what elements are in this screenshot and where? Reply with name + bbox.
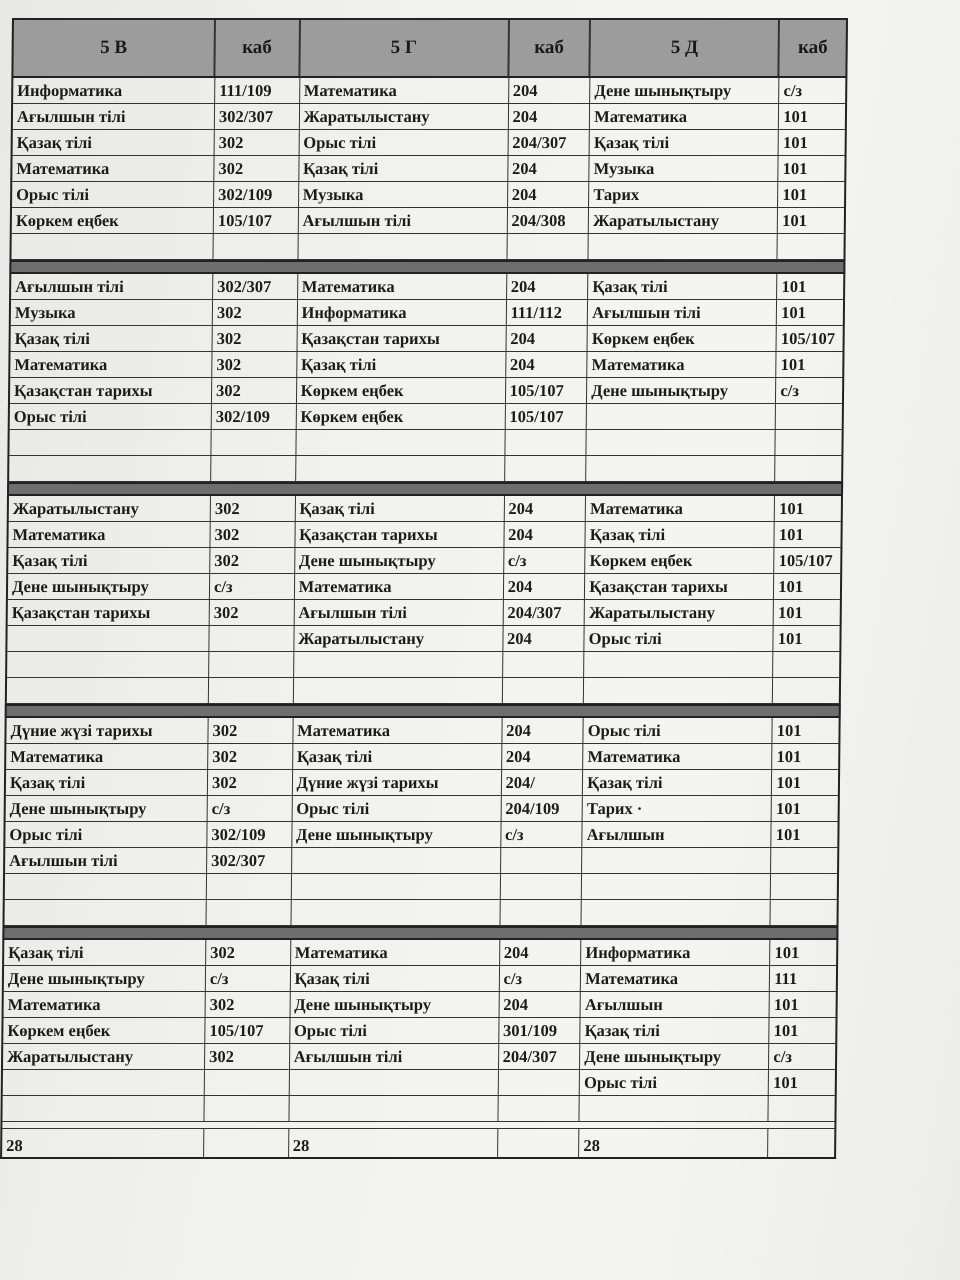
- header-room-5v: каб: [215, 20, 300, 76]
- room-5d-cell: [773, 652, 839, 677]
- table-row: [3, 1070, 835, 1096]
- day-block: [2, 718, 840, 926]
- room-5g-cell: 204: [508, 156, 590, 181]
- subject-5v-cell: Қазақ тілі: [6, 770, 208, 795]
- subject-5d-cell: Орыс тілі: [585, 626, 774, 651]
- subject-5g-cell: Дене шынықтыру: [292, 822, 501, 847]
- table-row: [5, 874, 837, 900]
- table-row: [8, 522, 840, 548]
- subject-5g-cell: Қазақстан тарихы: [295, 522, 504, 547]
- room-5v-cell: [211, 430, 296, 455]
- table-row: [7, 626, 839, 652]
- room-5d-cell: 101: [776, 773, 802, 792]
- subject-5d-cell: Орыс тілі: [584, 718, 773, 743]
- room-5g-cell: 204: [502, 718, 584, 743]
- room-5d-cell: 101: [773, 1021, 799, 1040]
- subject-5v-cell: Орыс тілі: [10, 404, 212, 429]
- subject-5g-cell: Орыс тілі: [290, 1018, 499, 1043]
- day-block: [9, 78, 847, 260]
- room-5g-cell: 204: [504, 496, 586, 521]
- room-5g-cell: 204: [508, 182, 590, 207]
- room-5g-cell: 204/307: [503, 600, 585, 625]
- room-5g-cell: с/з: [499, 966, 581, 991]
- room-5g-cell: 204: [506, 352, 588, 377]
- room-5g-cell: 301/109: [499, 1018, 581, 1043]
- room-5v-cell: 302: [210, 522, 295, 547]
- day-block: [7, 274, 845, 482]
- room-5v-cell: 302/109: [207, 822, 292, 847]
- subject-5g-cell: Орыс тілі: [299, 130, 508, 155]
- room-5d-cell: 101: [773, 995, 799, 1014]
- room-5g-cell: [507, 234, 589, 259]
- room-5d-cell: 101: [780, 355, 806, 374]
- room-5d-cell: 101: [782, 211, 808, 230]
- room-5d-cell: 101: [773, 1073, 799, 1092]
- table-row: [9, 430, 841, 456]
- room-5d-cell: 101: [782, 185, 808, 204]
- room-5d-cell: 101: [782, 133, 808, 152]
- room-5d-cell: 101: [781, 303, 807, 322]
- blank-spacer-row: [0, 1122, 836, 1129]
- table-row: [6, 770, 838, 796]
- table-row: [8, 548, 840, 574]
- room-5v-cell: 302/109: [214, 182, 299, 207]
- subject-5g-cell: Жаратылыстану: [294, 626, 503, 651]
- room-5v-cell: 302: [210, 600, 295, 625]
- subject-5d-cell: [589, 234, 778, 259]
- table-row: [10, 404, 842, 430]
- subject-5g-cell: Ағылшын тілі: [294, 600, 503, 625]
- table-row: [2, 1096, 834, 1122]
- room-5g-cell: с/з: [504, 548, 586, 573]
- subject-5d-cell: Математика: [590, 104, 779, 129]
- subject-5g-cell: Дүние жүзі тарихы: [292, 770, 501, 795]
- room-5v-cell: 302: [215, 130, 300, 155]
- room-5v-cell: [209, 652, 294, 677]
- room-5d-cell: 101: [777, 629, 803, 648]
- room-5g-cell: 204/: [501, 770, 583, 795]
- subject-5v-cell: Жаратылыстану: [9, 496, 211, 521]
- subject-5d-cell: [587, 430, 776, 455]
- room-5v-cell: 302: [206, 940, 291, 965]
- subject-5d-cell: Тарих: [589, 182, 778, 207]
- subject-5d-cell: Қазақ тілі: [590, 130, 779, 155]
- room-5v-cell: [207, 900, 292, 925]
- subject-5g-cell: [292, 848, 501, 873]
- room-5d-cell: [775, 456, 841, 481]
- timetable-sheet: [0, 18, 848, 1190]
- room-5v-cell: с/з: [206, 966, 291, 991]
- total-subject-5d: 28: [579, 1129, 768, 1157]
- subject-5g-cell: [291, 900, 500, 925]
- room-5d-cell: 101: [782, 159, 808, 178]
- subject-5d-cell: [584, 678, 773, 703]
- room-5v-cell: 302: [212, 378, 297, 403]
- subject-5v-cell: Математика: [4, 992, 206, 1017]
- subject-5g-cell: Математика: [298, 274, 507, 299]
- subject-5g-cell: Қазақстан тарихы: [297, 326, 506, 351]
- room-5v-cell: 302: [208, 718, 293, 743]
- subject-5g-cell: Орыс тілі: [292, 796, 501, 821]
- subject-5v-cell: Информатика: [13, 78, 215, 103]
- room-5g-cell: 204: [500, 940, 582, 965]
- subject-5d-cell: [582, 848, 771, 873]
- subject-5v-cell: Дене шынықтыру: [4, 966, 206, 991]
- subject-5v-cell: Орыс тілі: [5, 822, 207, 847]
- room-5g-cell: 204/307: [508, 130, 590, 155]
- subject-5v-cell: [11, 234, 213, 259]
- table-row: [3, 1018, 835, 1044]
- subject-5v-cell: Қазақ тілі: [8, 548, 210, 573]
- subject-5g-cell: Қазақ тілі: [293, 744, 502, 769]
- day-block: [0, 940, 838, 1122]
- subject-5d-cell: Ағылшын тілі: [588, 300, 777, 325]
- room-5d-cell: [776, 404, 842, 429]
- room-5g-cell: 204: [504, 574, 586, 599]
- room-5v-cell: 302: [210, 548, 295, 573]
- subject-5d-cell: Дене шынықтыру: [587, 378, 776, 403]
- table-row: [13, 104, 845, 130]
- subject-5d-cell: Математика: [583, 744, 772, 769]
- subject-5v-cell: Ағылшын тілі: [5, 848, 207, 873]
- subject-5d-cell: [582, 874, 771, 899]
- table-row: [10, 352, 842, 378]
- room-5d-cell: 101: [776, 747, 802, 766]
- subject-5d-cell: Музыка: [590, 156, 779, 181]
- room-5v-cell: 302: [213, 300, 298, 325]
- table-row: [9, 496, 841, 522]
- table-row: [13, 130, 845, 156]
- subject-5v-cell: Музыка: [11, 300, 213, 325]
- subject-5v-cell: [2, 1096, 204, 1121]
- room-5d-cell: 101: [776, 721, 802, 740]
- subject-5d-cell: Қазақ тілі: [586, 522, 775, 547]
- room-5d-cell: 101: [775, 825, 801, 844]
- subject-5v-cell: Қазақ тілі: [13, 130, 215, 155]
- subject-5v-cell: Математика: [6, 744, 208, 769]
- subject-5v-cell: Математика: [12, 156, 214, 181]
- total-room-5d: [768, 1129, 834, 1157]
- room-5v-cell: [209, 626, 294, 651]
- subject-5d-cell: Қазақ тілі: [581, 1018, 770, 1043]
- room-5g-cell: [505, 430, 587, 455]
- room-5g-cell: 105/107: [505, 404, 587, 429]
- room-5d-cell: [778, 234, 844, 259]
- room-5d-cell: с/з: [783, 81, 803, 100]
- room-5v-cell: 302/307: [207, 848, 292, 873]
- room-5d-cell: [776, 430, 842, 455]
- table-row: [7, 652, 839, 678]
- table-row: [6, 796, 838, 822]
- subject-5g-cell: Информатика: [297, 300, 506, 325]
- subject-5d-cell: [582, 900, 771, 925]
- room-5d-cell: 101: [775, 799, 801, 818]
- room-5v-cell: [207, 874, 292, 899]
- subject-5v-cell: [9, 456, 211, 481]
- table-row: [5, 822, 837, 848]
- room-5v-cell: 302: [213, 326, 298, 351]
- room-5g-cell: 204/307: [499, 1044, 581, 1069]
- table-row: [5, 848, 837, 874]
- day-separator: [5, 704, 841, 718]
- subject-5d-cell: Ағылшын: [581, 992, 770, 1017]
- room-5v-cell: 302: [208, 770, 293, 795]
- subject-5d-cell: [586, 456, 775, 481]
- subject-5v-cell: [7, 652, 209, 677]
- room-5g-cell: 111/112: [506, 300, 588, 325]
- room-5d-cell: 101: [777, 603, 803, 622]
- subject-5g-cell: [293, 678, 502, 703]
- subject-5g-cell: [289, 1070, 498, 1095]
- subject-5d-cell: Информатика: [581, 940, 770, 965]
- table-row: [11, 274, 843, 300]
- subject-5d-cell: [584, 652, 773, 677]
- header-room-5d: каб: [797, 37, 828, 58]
- table-row: [8, 600, 840, 626]
- table-row: [4, 992, 836, 1018]
- subject-5g-cell: Дене шынықтыру: [290, 992, 499, 1017]
- room-5g-cell: [502, 678, 584, 703]
- room-5g-cell: 204: [508, 104, 590, 129]
- subject-5g-cell: Көркем еңбек: [297, 378, 506, 403]
- room-5v-cell: 302: [208, 744, 293, 769]
- day-separator: [9, 260, 845, 274]
- room-5g-cell: [500, 900, 582, 925]
- room-5d-cell: [771, 848, 837, 873]
- subject-5g-cell: [296, 430, 505, 455]
- room-5g-cell: 204/109: [501, 796, 583, 821]
- subject-5g-cell: Дене шынықтыру: [295, 548, 504, 573]
- total-subject-5g: 28: [289, 1129, 498, 1157]
- room-5g-cell: [503, 652, 585, 677]
- subject-5g-cell: Музыка: [299, 182, 508, 207]
- subject-5d-cell: Орыс тілі: [580, 1070, 769, 1095]
- subject-5d-cell: [587, 404, 776, 429]
- room-5g-cell: 204: [504, 522, 586, 547]
- room-5v-cell: 302: [214, 156, 299, 181]
- subject-5g-cell: Қазақ тілі: [299, 156, 508, 181]
- subject-5v-cell: [9, 430, 211, 455]
- subject-5v-cell: Дене шынықтыру: [6, 796, 208, 821]
- room-5g-cell: [500, 874, 582, 899]
- subject-5g-cell: [294, 652, 503, 677]
- subject-5v-cell: Дүние жүзі тарихы: [6, 718, 208, 743]
- totals-row: [0, 1129, 836, 1159]
- subject-5d-cell: Көркем еңбек: [585, 548, 774, 573]
- subject-5g-cell: Қазақ тілі: [290, 966, 499, 991]
- room-5d-cell: [771, 874, 837, 899]
- room-5v-cell: [204, 1096, 289, 1121]
- room-5v-cell: [209, 678, 294, 703]
- table-row: [11, 300, 843, 326]
- room-5d-cell: 101: [779, 499, 805, 518]
- table-row: [3, 1044, 835, 1070]
- table-row: [12, 208, 844, 234]
- room-5v-cell: [211, 456, 296, 481]
- subject-5d-cell: Қазақ тілі: [588, 274, 777, 299]
- subject-5v-cell: Математика: [8, 522, 210, 547]
- room-5g-cell: [501, 848, 583, 873]
- subject-5g-cell: Математика: [295, 574, 504, 599]
- header-class-5g: 5 Г: [300, 20, 510, 76]
- room-5v-cell: [205, 1070, 290, 1095]
- subject-5v-cell: [7, 678, 209, 703]
- subject-5d-cell: Көркем еңбек: [588, 326, 777, 351]
- subject-5v-cell: Ағылшын тілі: [11, 274, 213, 299]
- subject-5g-cell: Математика: [300, 78, 509, 103]
- table-row: [8, 574, 840, 600]
- room-5v-cell: 302/307: [213, 274, 298, 299]
- room-5d-cell: 105/107: [778, 551, 833, 570]
- subject-5v-cell: [5, 900, 207, 925]
- subject-5g-cell: [291, 874, 500, 899]
- subject-5d-cell: Жаратылыстану: [585, 600, 774, 625]
- subject-5v-cell: Көркем еңбек: [12, 208, 214, 233]
- room-5v-cell: 105/107: [205, 1018, 290, 1043]
- room-5d-cell: [771, 900, 837, 925]
- total-subject-5v: 28: [2, 1129, 204, 1157]
- subject-5v-cell: [5, 874, 207, 899]
- room-5d-cell: с/з: [773, 1047, 793, 1066]
- room-5g-cell: 204: [507, 274, 589, 299]
- room-5v-cell: 302: [211, 496, 296, 521]
- table-row: [4, 940, 836, 966]
- room-5g-cell: 204/308: [507, 208, 589, 233]
- subject-5d-cell: Тарих ·: [583, 796, 772, 821]
- subject-5d-cell: Қазақстан тарихы: [585, 574, 774, 599]
- subject-5d-cell: Қазақ тілі: [583, 770, 772, 795]
- subject-5g-cell: [296, 456, 505, 481]
- total-room-5g: [498, 1129, 580, 1157]
- subject-5v-cell: Қазақ тілі: [11, 326, 213, 351]
- table-row: [10, 378, 842, 404]
- room-5g-cell: [498, 1070, 580, 1095]
- room-5g-cell: 204: [499, 992, 581, 1017]
- room-5v-cell: с/з: [210, 574, 295, 599]
- room-5d-cell: 101: [774, 943, 800, 962]
- room-5d-cell: 101: [781, 277, 807, 296]
- subject-5v-cell: Қазақ тілі: [4, 940, 206, 965]
- header-class-5d: 5 Д: [591, 20, 781, 76]
- subject-5g-cell: Көркем еңбек: [296, 404, 505, 429]
- table-row: [11, 326, 843, 352]
- room-5g-cell: [498, 1096, 580, 1121]
- room-5d-cell: [773, 678, 839, 703]
- subject-5v-cell: Қазақстан тарихы: [8, 600, 210, 625]
- room-5v-cell: 302: [205, 1044, 290, 1069]
- table-row: [6, 744, 838, 770]
- day-separator: [7, 482, 843, 496]
- subject-5g-cell: Ағылшын тілі: [298, 208, 507, 233]
- subject-5g-cell: Қазақ тілі: [297, 352, 506, 377]
- room-5v-cell: 302/109: [212, 404, 297, 429]
- subject-5d-cell: Дене шынықтыру: [590, 78, 779, 103]
- table-row: [6, 718, 838, 744]
- subject-5d-cell: Дене шынықтыру: [580, 1044, 769, 1069]
- subject-5g-cell: [289, 1096, 498, 1121]
- table-row: [11, 234, 843, 260]
- room-5g-cell: 204: [503, 626, 585, 651]
- room-5v-cell: 105/107: [214, 208, 299, 233]
- room-5d-cell: 111: [774, 969, 798, 988]
- header-class-5v: 5 В: [13, 20, 216, 76]
- subject-5v-cell: Жаратылыстану: [3, 1044, 205, 1069]
- subject-5g-cell: Математика: [291, 940, 500, 965]
- subject-5d-cell: Ағылшын: [583, 822, 772, 847]
- room-5v-cell: 111/109: [215, 78, 300, 103]
- subject-5v-cell: Көркем еңбек: [3, 1018, 205, 1043]
- table-row: [9, 456, 841, 482]
- subject-5g-cell: Қазақ тілі: [295, 496, 504, 521]
- subject-5v-cell: Ағылшын тілі: [13, 104, 215, 129]
- table-row: [7, 678, 839, 704]
- room-5d-cell: 101: [778, 577, 804, 596]
- table-row: [4, 900, 836, 926]
- table-row: [12, 182, 844, 208]
- header-room-5g: каб: [509, 20, 591, 76]
- room-5v-cell: с/з: [208, 796, 293, 821]
- subject-5v-cell: Математика: [10, 352, 212, 377]
- room-5d-cell: с/з: [780, 381, 800, 400]
- room-5d-cell: 101: [778, 525, 804, 544]
- subject-5v-cell: Орыс тілі: [12, 182, 214, 207]
- subject-5v-cell: Қазақстан тарихы: [10, 378, 212, 403]
- room-5d-cell: 101: [783, 107, 809, 126]
- room-5g-cell: 105/107: [506, 378, 588, 403]
- subject-5d-cell: Математика: [587, 352, 776, 377]
- subject-5v-cell: [3, 1070, 205, 1095]
- subject-5g-cell: Математика: [293, 718, 502, 743]
- room-5g-cell: 204: [506, 326, 588, 351]
- subject-5d-cell: Математика: [581, 966, 770, 991]
- room-5g-cell: 204: [502, 744, 584, 769]
- room-5v-cell: 302: [206, 992, 291, 1017]
- day-separator: [2, 926, 838, 940]
- subject-5d-cell: Жаратылыстану: [589, 208, 778, 233]
- subject-5d-cell: [580, 1096, 769, 1121]
- room-5v-cell: 302/307: [215, 104, 300, 129]
- table-row: [4, 966, 836, 992]
- room-5d-cell: 105/107: [780, 329, 836, 348]
- table-row: [12, 156, 844, 182]
- table-header: [11, 18, 848, 78]
- room-5g-cell: с/з: [501, 822, 583, 847]
- room-5g-cell: [505, 456, 587, 481]
- subject-5d-cell: Математика: [586, 496, 775, 521]
- room-5d-cell: [769, 1096, 835, 1121]
- day-block: [5, 496, 843, 704]
- subject-5g-cell: [298, 234, 507, 259]
- subject-5v-cell: Дене шынықтыру: [8, 574, 210, 599]
- room-5v-cell: [213, 234, 298, 259]
- subject-5g-cell: Ағылшын тілі: [290, 1044, 499, 1069]
- room-5v-cell: 302: [212, 352, 297, 377]
- table-row: [13, 78, 845, 104]
- room-5g-cell: 204: [509, 78, 591, 103]
- subject-5g-cell: Жаратылыстану: [299, 104, 508, 129]
- subject-5v-cell: [7, 626, 209, 651]
- total-room-5v: [204, 1129, 289, 1157]
